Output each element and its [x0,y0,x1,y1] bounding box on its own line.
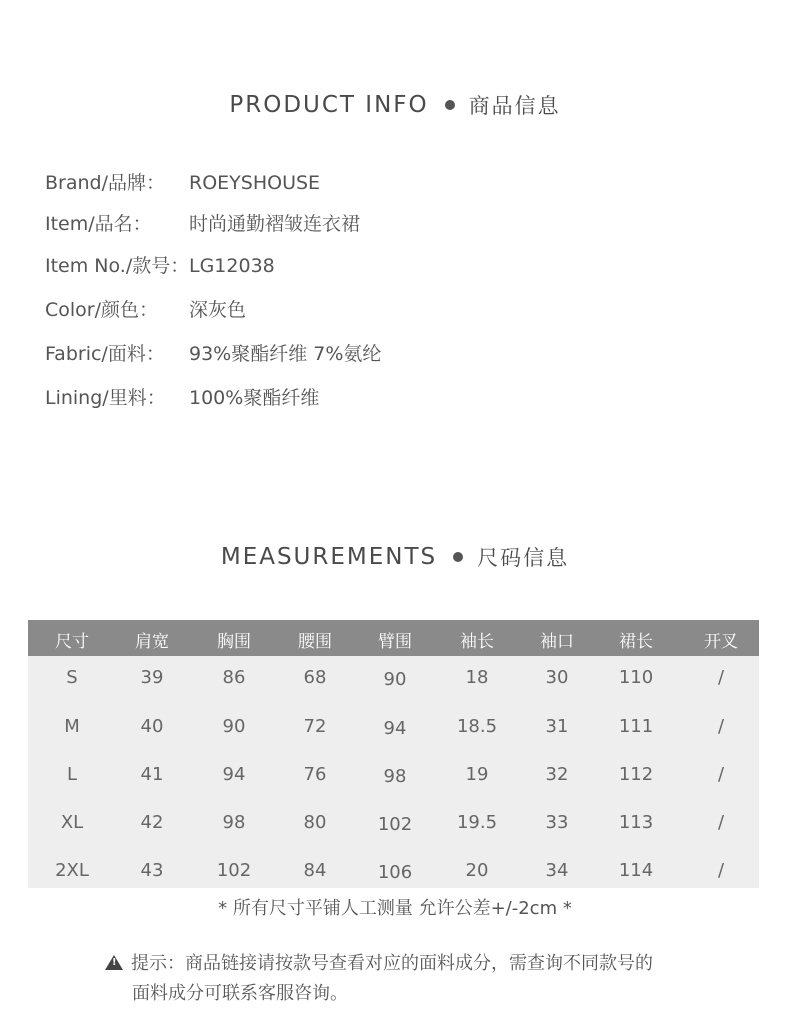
size-cell: / [717,716,725,737]
size-cell: XL [60,812,84,833]
size-cell: 84 [303,860,327,881]
size-cell: / [717,764,725,785]
size-header-cell: 开叉 [704,632,738,652]
notice-text-1: 提示：商品链接请按款号查看对应的面料成分，需查询不同款号的 [131,953,653,974]
product-info-title-zh: 商品信息 [468,94,561,118]
measurement-footnote: * 所有尺寸平铺人工测量 允许公差+/-2cm * [218,898,572,919]
info-label: Item No./款号： [45,255,190,277]
product-info-heading [0,90,790,120]
size-header-cell: 尺寸 [55,632,89,652]
size-header-cell: 肩宽 [135,632,169,652]
notice-line-2: 面料成分可联系客服咨询。 [132,983,348,1004]
size-header-cell: 臂围 [378,632,412,652]
measurements-title-en: MEASUREMENTS [220,544,438,570]
size-cell: 72 [303,716,327,737]
info-value: 100%聚酯纤维 [189,387,320,409]
info-row-color [45,295,246,322]
size-cell: 31 [545,716,569,737]
product-info-title-en: PRODUCT INFO [229,92,429,118]
size-header-cell: 裙长 [619,632,653,652]
size-header-cell: 腰围 [298,632,332,652]
size-cell: 114 [618,860,654,881]
size-cell: 102 [377,814,413,835]
info-value: 93%聚酯纤维 7%氨纶 [189,343,382,365]
size-cell: 113 [618,812,654,833]
measurements-heading [0,542,790,572]
size-cell: 102 [216,860,252,881]
size-cell: 80 [303,812,327,833]
size-header-cell: 袖长 [460,632,494,652]
size-header-cell: 袖口 [540,632,574,652]
info-row-brand [45,168,320,195]
size-cell: / [717,860,725,881]
warning-icon [105,955,123,970]
size-cell: 41 [140,764,164,785]
size-cell: 20 [465,860,489,881]
size-cell: 40 [140,716,164,737]
size-cell: / [717,667,725,688]
size-cell: L [66,764,78,785]
size-table-header [28,620,759,656]
notice-line-1 [105,949,725,979]
size-cell: 43 [140,860,164,881]
size-cell: 39 [140,667,164,688]
size-header-cell: 胸围 [217,632,251,652]
info-value: LG12038 [189,255,275,277]
size-cell: 18.5 [456,716,498,737]
size-cell: 34 [545,860,569,881]
size-cell: 42 [140,812,164,833]
size-cell: M [64,716,80,737]
info-row-fabric [45,339,381,366]
size-cell: 68 [303,667,327,688]
size-cell: 33 [545,812,569,833]
measurements-title-zh: 尺码信息 [477,546,570,570]
size-table [28,620,759,888]
info-value: 深灰色 [189,299,247,321]
notice-box [105,949,725,1009]
size-cell: 94 [222,764,246,785]
size-cell: 19 [465,764,489,785]
size-cell: 111 [618,716,654,737]
size-cell: 112 [618,764,654,785]
size-cell: 98 [383,766,407,787]
info-row-item [45,209,360,236]
info-label: Item/品名： [45,213,152,235]
info-label: Fabric/面料： [45,343,165,365]
size-cell: 19.5 [456,812,498,833]
size-cell: 98 [222,812,246,833]
size-cell: 106 [377,862,413,883]
bullet-dot-icon [445,100,455,110]
size-cell: 18 [465,667,489,688]
info-value: 时尚通勤褶皱连衣裙 [189,213,361,235]
size-cell: 90 [222,716,246,737]
info-row-item-no [45,251,275,278]
info-label: Color/颜色： [45,299,159,321]
info-row-lining [45,383,319,410]
size-cell: 110 [618,667,654,688]
size-cell: 76 [303,764,327,785]
size-cell: / [717,812,725,833]
info-value: ROEYSHOUSE [189,172,321,194]
size-cell: 86 [222,667,246,688]
size-cell: S [66,667,78,688]
size-cell: 94 [383,718,407,739]
bullet-dot-icon [453,552,463,562]
size-cell: 2XL [55,860,89,881]
size-cell: 32 [545,764,569,785]
info-label: Brand/品牌： [45,172,165,194]
size-cell: 30 [545,667,569,688]
info-label: Lining/里料： [45,387,166,409]
size-cell: 90 [383,669,407,690]
